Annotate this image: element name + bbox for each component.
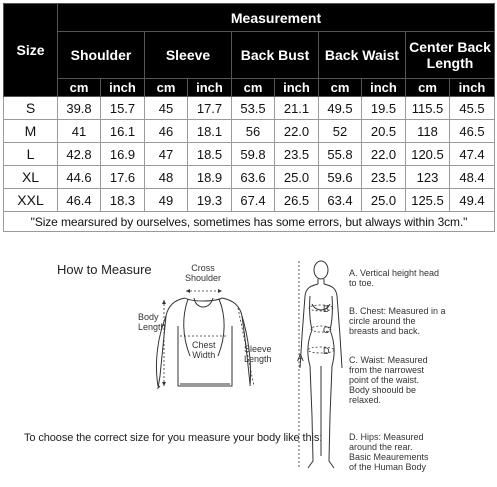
unit-cm-header: cm [232, 79, 275, 97]
table-cell: 63.4 [319, 189, 362, 212]
measure-guide [0, 236, 497, 487]
cross-shoulder-label: Cross Shoulder [185, 263, 222, 283]
unit-inch-header: inch [101, 79, 145, 97]
table-cell: 53.5 [232, 97, 275, 120]
choose-size-text: To choose the correct size for you measure your body like this: [24, 432, 323, 444]
table-cell: 55.8 [319, 143, 362, 166]
back-waist-header: Back Waist [319, 32, 406, 79]
table-cell: 56 [232, 120, 275, 143]
unit-inch-header: inch [188, 79, 232, 97]
size-cell: L [4, 143, 58, 166]
table-cell: 125.5 [406, 189, 450, 212]
table-cell: 18.1 [188, 120, 232, 143]
size-cell: XL [4, 166, 58, 189]
size-cell: S [4, 97, 58, 120]
legend-d: D. Hips: Measured around the rear. Basic Meaurements of the Human Body [349, 432, 429, 472]
table-cell: 15.7 [101, 97, 145, 120]
table-cell: 23.5 [275, 143, 319, 166]
table-cell: 47 [145, 143, 188, 166]
table-cell: 18.5 [188, 143, 232, 166]
how-to-measure-title: How to Measure [57, 262, 152, 277]
table-cell: 52 [319, 120, 362, 143]
unit-cm-header: cm [145, 79, 188, 97]
table-cell: 17.7 [188, 97, 232, 120]
table-cell: 46.5 [450, 120, 495, 143]
legend-c: C. Waist: Measured from the narrowest point of the waist. Body shoould be relaxed. [349, 355, 428, 405]
back-bust-header: Back Bust [232, 32, 319, 79]
sleeve-header: Sleeve [145, 32, 232, 79]
table-cell: 59.8 [232, 143, 275, 166]
table-cell: 22.0 [362, 143, 406, 166]
marker-d: D [323, 346, 330, 356]
table-cell: 49 [145, 189, 188, 212]
table-row [4, 143, 495, 166]
table-cell: 45 [145, 97, 188, 120]
table-cell: 118 [406, 120, 450, 143]
chest-width-label: Chest Width [192, 340, 216, 360]
marker-b: B [323, 304, 330, 314]
marker-c: C [323, 325, 330, 335]
table-cell: 19.3 [188, 189, 232, 212]
table-row [4, 120, 495, 143]
table-cell: 49.5 [319, 97, 362, 120]
unit-cm-header: cm [319, 79, 362, 97]
table-cell: 16.9 [101, 143, 145, 166]
table-cell: 18.9 [188, 166, 232, 189]
table-cell: 20.5 [362, 120, 406, 143]
table-cell: 26.5 [275, 189, 319, 212]
size-cell: XXL [4, 189, 58, 212]
unit-inch-header: inch [450, 79, 495, 97]
note-row [4, 212, 495, 232]
size-header: Size [4, 4, 58, 97]
table-cell: 41 [58, 120, 101, 143]
table-cell: 63.6 [232, 166, 275, 189]
table-cell: 123 [406, 166, 450, 189]
table-cell: 120.5 [406, 143, 450, 166]
unit-cm-header: cm [406, 79, 450, 97]
table-cell: 39.8 [58, 97, 101, 120]
table-cell: 25.0 [362, 189, 406, 212]
table-row [4, 166, 495, 189]
table-cell: 16.1 [101, 120, 145, 143]
body-length-label: Body Length [138, 312, 166, 332]
unit-inch-header: inch [275, 79, 319, 97]
marker-a: A [297, 353, 304, 364]
table-row [4, 97, 495, 120]
measurement-header: Measurement [58, 4, 495, 32]
sleeve-length-label: Sleeve Length [244, 344, 272, 364]
table-cell: 23.5 [362, 166, 406, 189]
table-cell: 44.6 [58, 166, 101, 189]
legend-b: B. Chest: Measured in a circle around the breasts and back. [349, 306, 446, 336]
table-cell: 21.1 [275, 97, 319, 120]
table-cell: 22.0 [275, 120, 319, 143]
table-cell: 46 [145, 120, 188, 143]
size-note: "Size mearsured by ourselves, sometimes has some errors, but always within 3cm." [4, 212, 495, 232]
table-cell: 46.4 [58, 189, 101, 212]
table-cell: 47.4 [450, 143, 495, 166]
table-cell: 17.6 [101, 166, 145, 189]
body-figure-illustration [290, 256, 350, 486]
size-chart-table [3, 3, 495, 232]
legend-a: A. Vertical height head to toe. [349, 268, 440, 288]
unit-inch-header: inch [362, 79, 406, 97]
table-cell: 49.4 [450, 189, 495, 212]
table-cell: 45.5 [450, 97, 495, 120]
table-row [4, 189, 495, 212]
table-cell: 19.5 [362, 97, 406, 120]
shoulder-header: Shoulder [58, 32, 145, 79]
table-cell: 59.6 [319, 166, 362, 189]
table-cell: 25.0 [275, 166, 319, 189]
table-cell: 18.3 [101, 189, 145, 212]
unit-cm-header: cm [58, 79, 101, 97]
size-cell: M [4, 120, 58, 143]
table-cell: 42.8 [58, 143, 101, 166]
table-cell: 115.5 [406, 97, 450, 120]
table-cell: 48.4 [450, 166, 495, 189]
table-cell: 67.4 [232, 189, 275, 212]
table-cell: 48 [145, 166, 188, 189]
center-back-length-header: Center Back Length [406, 32, 495, 79]
